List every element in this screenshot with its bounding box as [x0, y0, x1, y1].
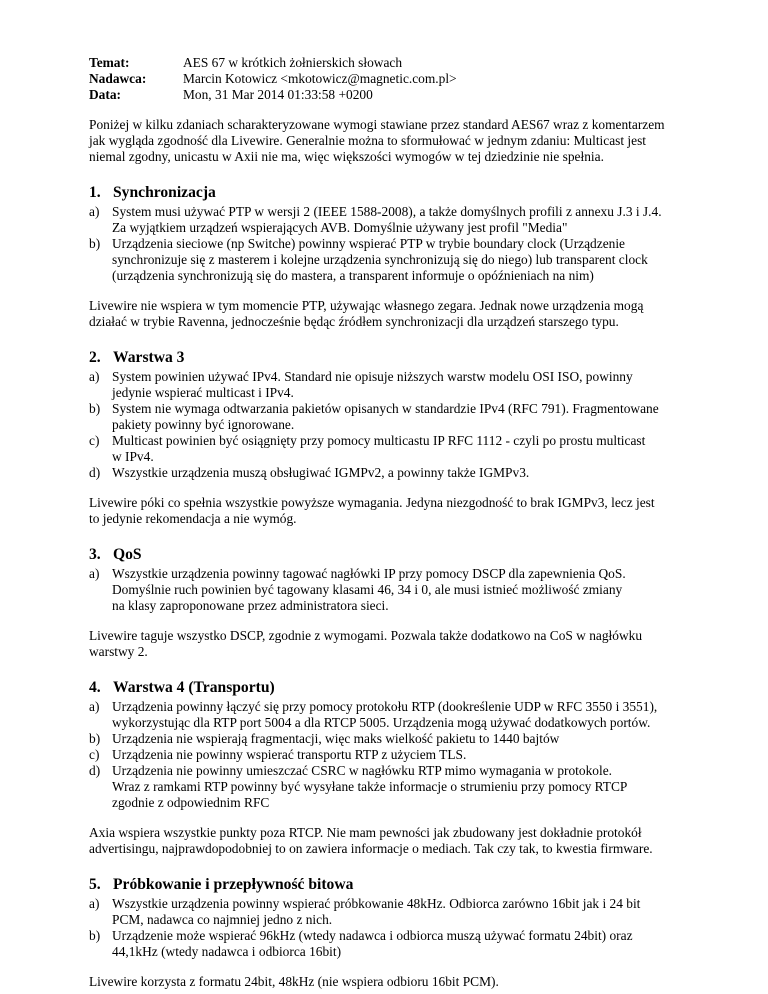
list-item [89, 433, 695, 465]
item-line: Wraz z ramkami RTP powinny być wysyłane także informacje o strumieniu przy pomocy RTCP [112, 779, 628, 794]
comment-line: Axia wspiera wszystkie punkty poza RTCP. Nie mam pewności jak zbudowany jest dokładnie protokół [89, 825, 642, 840]
item-line: Urządzenie może wspierać 96kHz (wtedy nadawca i odbiorca muszą używać formatu 24bit) oraz [112, 928, 633, 943]
topic-label: Temat: [89, 55, 130, 70]
item-letter: a) [89, 369, 100, 384]
item-letter: c) [89, 747, 100, 762]
item-letter: a) [89, 566, 100, 581]
item-line: PCM, nadawca co najmniej jedno z nich. [112, 912, 333, 927]
section-number: 3. [89, 546, 101, 563]
section-comment [89, 298, 695, 330]
item-letter: a) [89, 204, 100, 219]
comment-line: advertisingu, najprawdopodobniej to on zawiera informacje o mediach. Tak czy tak, to kwestia firmware. [89, 841, 653, 856]
item-line: na klasy zaproponowane przez administratora sieci. [112, 598, 389, 613]
list-item [89, 236, 695, 284]
intro-line: Poniżej w kilku zdaniach scharakteryzowane wymogi stawiane przez standard AES67 wraz z komentarzem [89, 117, 665, 132]
section-heading [89, 679, 695, 697]
list-item [89, 566, 695, 614]
list-item [89, 763, 695, 811]
header-row-date [89, 87, 695, 103]
item-line: Wszystkie urządzenia powinny wspierać próbkowanie 48kHz. Odbiorca zarówno 16bit jak i 24 bit [112, 896, 641, 911]
section-title: Synchronizacja [113, 184, 216, 201]
list-item [89, 369, 695, 401]
section-comment [89, 495, 695, 527]
section-heading [89, 876, 695, 894]
list-item [89, 204, 695, 236]
item-line: Wszystkie urządzenia muszą obsługiwać IGMPv2, a powinny także IGMPv3. [112, 465, 530, 480]
item-letter: b) [89, 401, 101, 416]
section-number: 1. [89, 184, 101, 201]
item-letter: a) [89, 699, 100, 714]
comment-line: Livewire nie wspiera w tym momencie PTP, używając własnego zegara. Jednak nowe urządzenia mogą [89, 298, 644, 313]
section-comment [89, 628, 695, 660]
section-number: 5. [89, 876, 101, 893]
item-line: System powinien używać IPv4. Standard nie opisuje niższych warstw modelu OSI ISO, powinny [112, 369, 633, 384]
item-letter: d) [89, 465, 101, 480]
document-page [89, 55, 695, 990]
section-comment [89, 825, 695, 857]
list-item [89, 465, 695, 481]
date-value: Mon, 31 Mar 2014 01:33:58 +0200 [183, 87, 373, 102]
item-line: System nie wymaga odtwarzania pakietów opisanych w standardzie IPv4 (RFC 791). Fragmentowane [112, 401, 659, 416]
message-header [89, 55, 695, 103]
section-title: Próbkowanie i przepływność bitowa [113, 876, 354, 893]
item-line: w IPv4. [112, 449, 154, 464]
comment-line: Livewire taguje wszystko DSCP, zgodnie z wymogami. Pozwala także dodatkowo na CoS w nagłówku [89, 628, 643, 643]
item-letter: b) [89, 236, 101, 251]
item-line: jedynie wspierać multicast i IPv4. [112, 385, 294, 400]
section-title: Warstwa 3 [113, 349, 185, 366]
item-line: wykorzystując dla RTP port 5004 a dla RTCP 5005. Urządzenia mogą używać dodatkowych portów. [112, 715, 651, 730]
sender-value: Marcin Kotowicz <mkotowicz@magnetic.com.pl> [183, 71, 457, 86]
item-line: pakiety powinny być ignorowane. [112, 417, 295, 432]
item-line: Wszystkie urządzenia powinny tagować nagłówki IP przy pomocy DSCP dla zapewnienia QoS. [112, 566, 626, 581]
list-item [89, 731, 695, 747]
date-label: Data: [89, 87, 121, 102]
section-warstwa-3 [89, 349, 695, 527]
section-number: 4. [89, 679, 101, 696]
item-letter: d) [89, 763, 101, 778]
section-title: Warstwa 4 (Transportu) [113, 679, 275, 696]
section-warstwa-4 [89, 679, 695, 857]
item-line: synchronizuje się z masterem i kolejne urządzenia synchronizują się do niego) lub transparent clock [112, 252, 648, 267]
item-line: Urządzenia sieciowe (np Switche) powinny wspierać PTP w trybie boundary clock (Urządzenie [112, 236, 626, 251]
comment-line: to jedynie rekomendacja a nie wymóg. [89, 511, 297, 526]
item-line: Domyślnie ruch powinien być tagowany klasami 46, 34 i 0, ale musi istnieć możliwość zmiany [112, 582, 623, 597]
item-line: Za wyjątkiem urządzeń wspierających AVB. Domyślnie używany jest profil "Media" [112, 220, 568, 235]
item-line: Multicast powinien być osiągnięty przy pomocy multicastu IP RFC 1112 - czyli po prostu multicast [112, 433, 646, 448]
header-row-sender [89, 71, 695, 87]
section-number: 2. [89, 349, 101, 366]
item-line: Urządzenia nie wspierają fragmentacji, więc maks wielkość pakietu to 1440 bajtów [112, 731, 560, 746]
item-letter: b) [89, 731, 101, 746]
sender-label: Nadawca: [89, 71, 147, 86]
item-line: Urządzenia nie powinny wspierać transportu RTP z użyciem TLS. [112, 747, 467, 762]
intro-paragraph [89, 117, 695, 165]
item-line: System musi używać PTP w wersji 2 (IEEE 1588-2008), a także domyślnych profili z annexu J.3 i J.4. [112, 204, 662, 219]
item-line: 44,1kHz (wtedy nadawca i odbiorca 16bit) [112, 944, 342, 959]
section-title: QoS [113, 546, 142, 563]
intro-line: niemal zgodny, unicastu w Axii nie ma, więc większości wymogów w tej dziedzinie nie spełnia. [89, 149, 604, 164]
list-item [89, 896, 695, 928]
item-line: zgodnie z odpowiednim RFC [112, 795, 270, 810]
comment-line: Livewire korzysta z formatu 24bit, 48kHz (nie wspiera odbioru 16bit PCM). [89, 974, 499, 989]
list-item [89, 928, 695, 960]
section-qos [89, 546, 695, 660]
item-line: (urządzenia synchronizują się do mastera, a transparent informuje o opóźnieniach na nim) [112, 268, 594, 283]
item-letter: a) [89, 896, 100, 911]
list-item [89, 401, 695, 433]
comment-line: warstwy 2. [89, 644, 148, 659]
comment-line: Livewire póki co spełnia wszystkie powyższe wymagania. Jedyna niezgodność to brak IGMPv3, lecz jest [89, 495, 655, 510]
section-heading [89, 546, 695, 564]
section-probkowanie [89, 876, 695, 990]
section-comment [89, 974, 695, 990]
list-item [89, 747, 695, 763]
list-item [89, 699, 695, 731]
item-line: Urządzenia powinny łączyć się przy pomocy protokołu RTP (dookreślenie UDP w RFC 3550 i 3551), [112, 699, 658, 714]
intro-line: jak wygląda zgodność dla Livewire. Generalnie można to sformułować w jednym zdaniu: Multicast jest [89, 133, 647, 148]
section-synchronizacja [89, 184, 695, 330]
item-letter: c) [89, 433, 100, 448]
item-letter: b) [89, 928, 101, 943]
section-heading [89, 184, 695, 202]
comment-line: działać w trybie Ravenna, jednocześnie będąc źródłem synchronizacji dla urządzeń starszego typu. [89, 314, 619, 329]
topic-value: AES 67 w krótkich żołnierskich słowach [183, 55, 403, 70]
section-heading [89, 349, 695, 367]
item-line: Urządzenia nie powinny umieszczać CSRC w nagłówku RTP mimo wymagania w protokole. [112, 763, 612, 778]
header-row-topic [89, 55, 695, 71]
